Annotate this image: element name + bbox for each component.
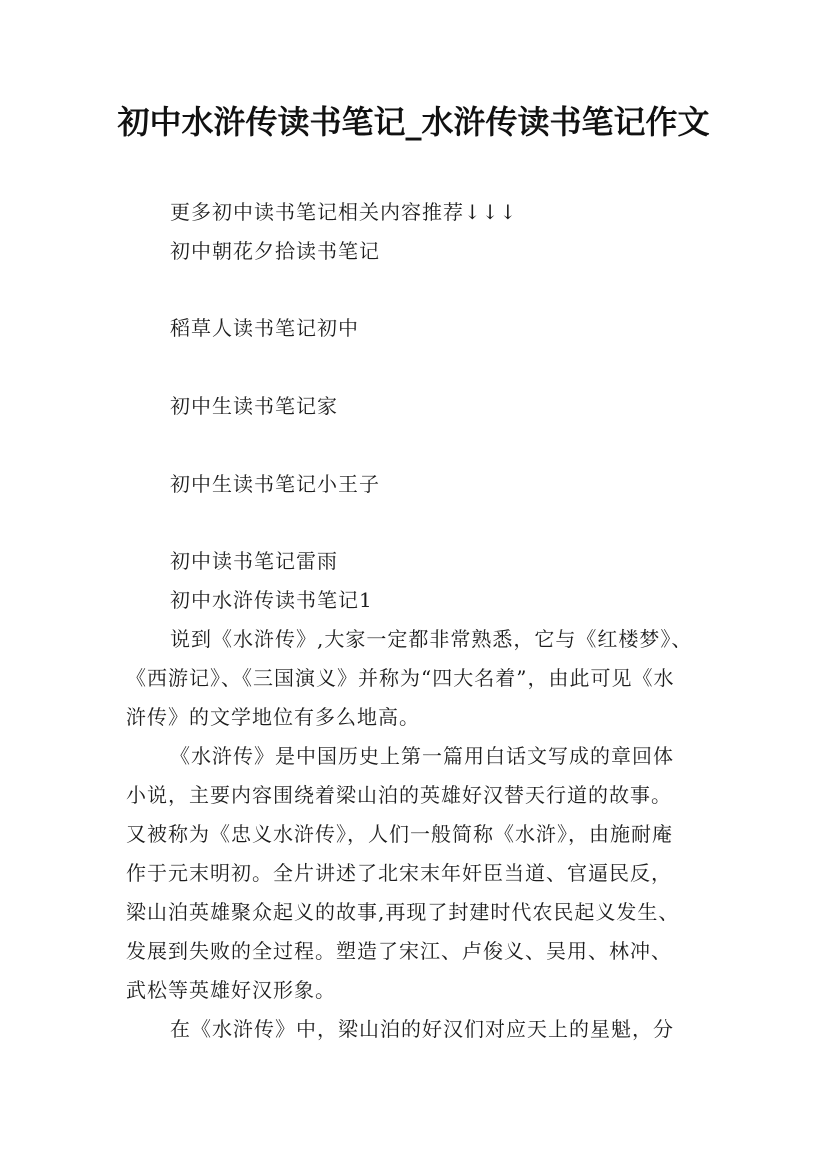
paragraph-line: 《水浒传》是中国历史上第一篇用白话文写成的章回体 xyxy=(170,744,674,768)
section-heading: 初中水浒传读书笔记1 xyxy=(170,588,373,612)
recommend-link-4[interactable]: 初中生读书笔记小王子 xyxy=(170,472,380,496)
recommend-link-5[interactable]: 初中读书笔记雷雨 xyxy=(170,549,338,573)
recommend-link-1[interactable]: 初中朝花夕拾读书笔记 xyxy=(170,239,380,263)
paragraph-line: 小说，主要内容围绕着梁山泊的英雄好汉替天行道的故事。 xyxy=(126,783,672,807)
paragraph-line: 浒传》的文学地位有多么地高。 xyxy=(126,705,420,729)
paragraph-line: 说到《水浒传》,大家一定都非常熟悉，它与《红楼梦》、 xyxy=(170,627,693,651)
paragraph-line: 作于元末明初。全片讲述了北宋末年奸臣当道、官逼民反， xyxy=(126,861,672,885)
paragraph-line: 《西游记》、《三国演义》并称为“四大名着”，由此可见《水 xyxy=(126,666,675,690)
paragraph-line: 发展到失败的全过程。塑造了宋江、卢俊义、吴用、林冲、 xyxy=(126,939,672,963)
recommend-link-3[interactable]: 初中生读书笔记家 xyxy=(170,394,338,418)
paragraph-line: 在《水浒传》中，梁山泊的好汉们对应天上的星魁，分 xyxy=(170,1017,674,1041)
recommend-link-2[interactable]: 稻草人读书笔记初中 xyxy=(170,316,359,340)
paragraph-line: 又被称为《忠义水浒传》，人们一般简称《水浒》，由施耐庵 xyxy=(126,822,673,846)
paragraph-line: 梁山泊英雄聚众起义的故事,再现了封建时代农民起义发生、 xyxy=(126,900,680,924)
recommend-text: 更多初中读书笔记相关内容推荐↓↓↓ xyxy=(170,200,518,224)
document-title: 初中水浒传读书笔记_水浒传读书笔记作文 xyxy=(117,103,710,141)
paragraph-line: 武松等英雄好汉形象。 xyxy=(126,978,336,1002)
